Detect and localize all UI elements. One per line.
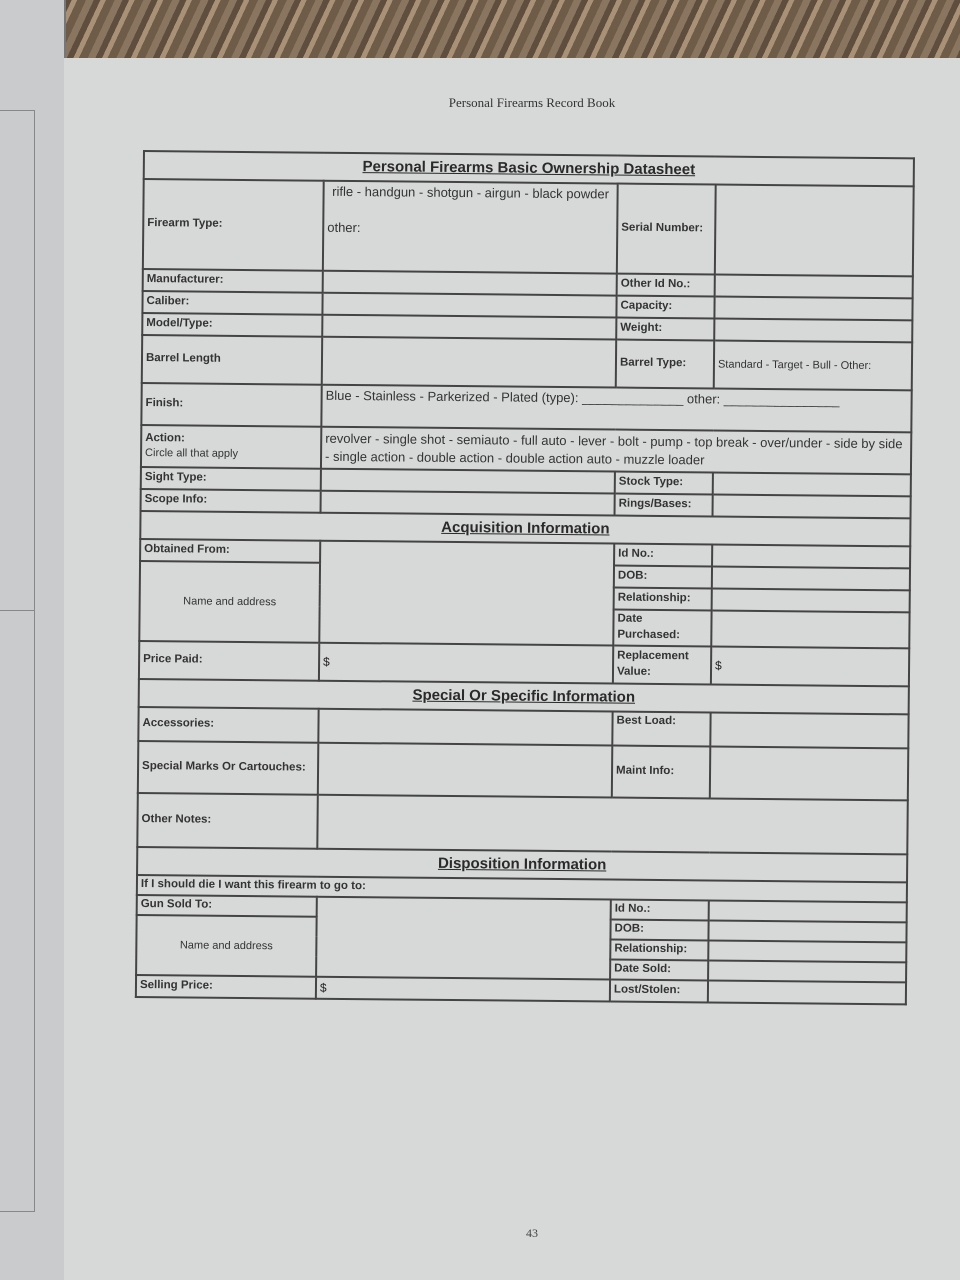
manufacturer-label: Manufacturer: [143, 269, 323, 293]
special-title: Special Or Specific Information [139, 679, 909, 714]
if-die-label[interactable]: If I should die I want this firearm to go to: [137, 875, 907, 902]
disp-id-label: Id No.: [611, 900, 709, 921]
accessories-label: Accessories: [138, 707, 318, 743]
ownership-datasheet [135, 150, 915, 1005]
date-sold-label: Date Sold: [610, 960, 708, 981]
firearm-type-options: rifle - handgun - shotgun - airgun - black powder [332, 183, 610, 202]
other-notes-label: Other Notes: [137, 793, 318, 849]
barrel-type-options[interactable]: Standard - Target - Bull - Other: [714, 340, 912, 390]
acq-relationship-label: Relationship: [614, 588, 712, 611]
disp-dob-label: DOB: [610, 920, 708, 941]
selling-price-field[interactable]: $ [316, 977, 610, 1002]
rings-bases-label: Rings/Bases: [615, 494, 713, 517]
scope-info-field[interactable] [321, 491, 615, 516]
special-marks-label: Special Marks Or Cartouches: [138, 741, 318, 795]
running-head: Personal Firearms Record Book [448, 95, 616, 110]
barrel-length-field[interactable] [322, 337, 616, 388]
firearm-type-label: Firearm Type: [143, 179, 324, 271]
disp-relationship-label: Relationship: [610, 940, 708, 961]
price-paid-label: Price Paid: [139, 641, 319, 681]
page-number: 43 [526, 1226, 538, 1240]
disposition-title: Disposition Information [137, 847, 907, 882]
gun-sold-to-field[interactable] [316, 897, 611, 980]
disp-dob-field[interactable] [708, 920, 906, 942]
replacement-value-label: Replacement Value: [613, 646, 711, 685]
obtained-from-field[interactable] [319, 541, 614, 646]
disp-id-field[interactable] [709, 900, 907, 922]
replacement-value-field[interactable]: $ [711, 646, 909, 686]
left-page-divider [0, 610, 34, 611]
best-load-field[interactable] [710, 712, 908, 748]
other-id-label: Other Id No.: [617, 274, 715, 297]
price-paid-field[interactable]: $ [319, 643, 613, 684]
manufacturer-field[interactable] [323, 271, 617, 296]
finish-label: Finish: [141, 383, 321, 427]
basic-datasheet-table [135, 150, 915, 1005]
acq-id-label: Id No.: [614, 544, 712, 567]
other-notes-field[interactable] [317, 795, 907, 855]
acquisition-title: Acquisition Information [140, 511, 910, 546]
disp-relationship-field[interactable] [708, 940, 906, 962]
serial-number-label: Serial Number: [617, 184, 716, 275]
selling-price-label: Selling Price: [136, 975, 316, 999]
left-page-edge [0, 0, 66, 1280]
barrel-length-label: Barrel Length [142, 335, 322, 385]
caliber-label: Caliber: [142, 291, 322, 315]
acq-relationship-field[interactable] [712, 588, 910, 612]
date-purchased-field[interactable] [711, 610, 909, 648]
caliber-field[interactable] [322, 293, 616, 318]
date-purchased-label: Date Purchased: [613, 610, 711, 647]
action-label-cell [141, 425, 321, 469]
disp-name-address-hint: Name and address [136, 915, 317, 977]
lost-stolen-label: Lost/Stolen: [610, 980, 708, 1003]
acq-dob-label: DOB: [614, 566, 712, 589]
sight-type-label: Sight Type: [141, 467, 321, 491]
finish-options[interactable]: Blue - Stainless - Parkerized - Plated (type): ______________ other: ________________ [321, 385, 911, 433]
serial-number-field[interactable] [715, 184, 914, 276]
date-sold-field[interactable] [708, 960, 906, 982]
special-marks-field[interactable] [318, 743, 612, 798]
weight-field[interactable] [714, 318, 912, 342]
stock-type-field[interactable] [713, 472, 911, 496]
capacity-field[interactable] [714, 296, 912, 320]
lost-stolen-field[interactable] [708, 980, 906, 1004]
obtained-from-label: Obtained From: [140, 539, 320, 563]
maint-info-label: Maint Info: [612, 746, 710, 799]
action-options[interactable]: revolver - single shot - semiauto - full auto - lever - bolt - pump - top break - over/under - side by side - single action - double action - double action auto - muzzle loader [321, 427, 911, 475]
acq-id-field[interactable] [712, 544, 910, 568]
sight-type-field[interactable] [321, 469, 615, 494]
best-load-label: Best Load: [612, 712, 710, 747]
model-type-field[interactable] [322, 315, 616, 340]
barrel-type-label: Barrel Type: [616, 340, 714, 389]
other-id-field[interactable] [715, 274, 913, 298]
weight-label: Weight: [616, 318, 714, 341]
acq-dob-field[interactable] [712, 566, 910, 590]
action-hint: Circle all that apply [145, 447, 239, 461]
stock-type-label: Stock Type: [615, 472, 713, 495]
firearm-type-other: other: [327, 219, 361, 235]
model-type-label: Model/Type: [142, 313, 322, 337]
gun-sold-to-label: Gun Sold To: [137, 895, 317, 917]
action-label: Action: [145, 431, 185, 445]
firearm-type-field[interactable] [323, 181, 618, 274]
acq-name-address-hint: Name and address [139, 561, 320, 643]
accessories-field[interactable] [318, 709, 612, 746]
scope-info-label: Scope Info: [141, 489, 321, 513]
rings-bases-field[interactable] [713, 494, 911, 518]
capacity-label: Capacity: [616, 296, 714, 319]
sheet-title: Personal Firearms Basic Ownership Datasheet [144, 151, 914, 186]
left-page-frame [0, 110, 35, 1212]
maint-info-field[interactable] [710, 746, 908, 800]
